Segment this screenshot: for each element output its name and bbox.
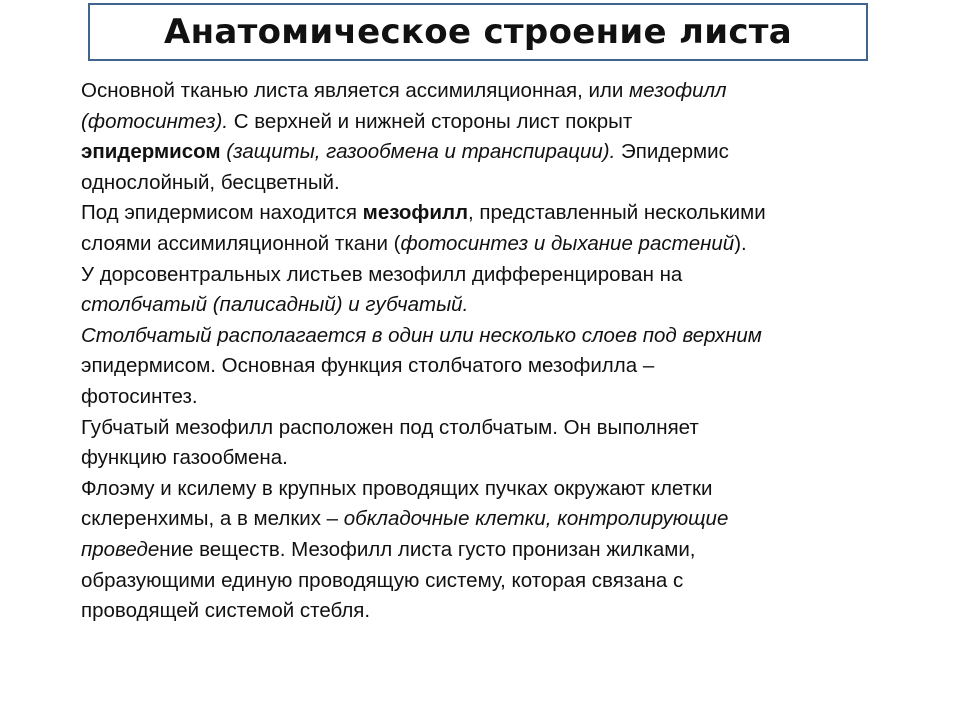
text-line bbox=[81, 382, 881, 413]
slide-title: Анатомическое строение листа bbox=[163, 12, 793, 52]
italic-text: Столбчатый располагается в один или несколько слоев под верхним bbox=[81, 323, 762, 347]
italic-text: обкладочные клетки, контролирующие bbox=[343, 507, 729, 531]
text-line bbox=[81, 76, 881, 107]
text-run: слоями ассимиляционной ткани ( bbox=[81, 231, 401, 255]
italic-text: мезофилл bbox=[629, 79, 727, 102]
text-run: Под эпидермисом находится bbox=[81, 201, 363, 225]
text-run: ние веществ. Мезофилл листа густо пронизан жилками, bbox=[159, 537, 696, 561]
italic-text: проведе bbox=[81, 537, 160, 561]
text-line bbox=[81, 229, 881, 260]
text-run: ). bbox=[734, 231, 747, 255]
text-run: С верхней и нижней стороны лист покрыт bbox=[233, 109, 633, 133]
text-run: , представленный несколькими bbox=[468, 201, 766, 225]
text-run: функцию газообмена. bbox=[81, 446, 288, 470]
text-line bbox=[81, 504, 881, 535]
italic-text: столбчатый (палисадный) и губчатый. bbox=[81, 293, 469, 317]
text-run: эпидермисом. Основная функция столбчатого мезофилла – bbox=[81, 354, 655, 378]
text-run: Флоэму и ксилему в крупных проводящих пучках окружают клетки bbox=[81, 476, 713, 500]
body-paragraph bbox=[81, 413, 881, 474]
text-line bbox=[81, 198, 881, 229]
body-paragraph bbox=[81, 474, 881, 627]
text-run: проводящей системой стебля. bbox=[81, 599, 371, 623]
text-run: Губчатый мезофилл расположен под столбчатым. Он выполняет bbox=[81, 415, 699, 439]
text-line bbox=[81, 413, 881, 444]
text-run: Основной тканью листа является ассимиляционная, или bbox=[81, 79, 630, 102]
text-line bbox=[81, 474, 881, 505]
bold-term: эпидермисом bbox=[81, 140, 221, 164]
title-box bbox=[88, 3, 868, 61]
text-line bbox=[81, 137, 881, 168]
body-paragraph bbox=[81, 260, 881, 321]
italic-text: (защиты, газообмена и транспирации). bbox=[220, 140, 621, 164]
text-line bbox=[81, 596, 881, 627]
text-line bbox=[81, 260, 881, 291]
text-run: Эпидермис bbox=[620, 140, 729, 164]
text-line bbox=[81, 168, 881, 199]
body-paragraph bbox=[81, 321, 881, 413]
text-line bbox=[81, 107, 881, 138]
bold-term: мезофилл bbox=[362, 201, 469, 225]
text-run: образующими единую проводящую систему, которая связана с bbox=[81, 568, 684, 592]
text-line bbox=[81, 321, 881, 352]
text-run: однослойный, бесцветный. bbox=[81, 170, 340, 194]
body-paragraph bbox=[81, 198, 881, 259]
italic-text: (фотосинтез). bbox=[81, 109, 234, 133]
text-run: У дорсовентральных листьев мезофилл дифференцирован на bbox=[81, 262, 683, 286]
slide-body bbox=[81, 76, 881, 627]
italic-text: фотосинтез и дыхание растений bbox=[400, 231, 735, 255]
text-line bbox=[81, 351, 881, 382]
text-line bbox=[81, 290, 881, 321]
text-line bbox=[81, 443, 881, 474]
text-run: фотосинтез. bbox=[81, 384, 198, 408]
text-line bbox=[81, 566, 881, 597]
body-paragraph bbox=[81, 76, 881, 198]
text-run: склеренхимы, а в мелких – bbox=[81, 507, 344, 531]
text-line bbox=[81, 535, 881, 566]
